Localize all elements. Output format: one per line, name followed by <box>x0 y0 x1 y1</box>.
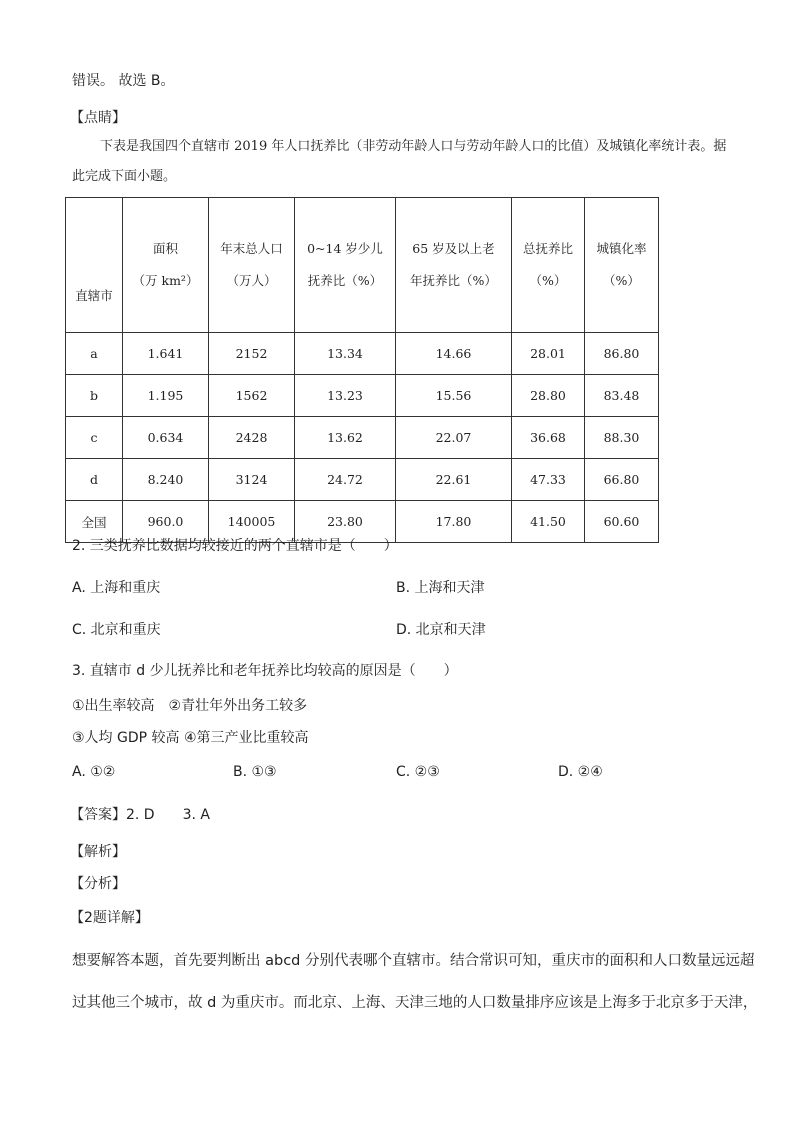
table-row <box>66 375 659 417</box>
q3-choices-line-1: ①出生率较高 ②青壮年外出务工较多 <box>72 698 308 714</box>
table-cell: 140005 <box>209 501 295 543</box>
table-cell: 86.80 <box>585 333 659 375</box>
intro-text: 下表是我国四个直辖市 2019 年人口抚养比（非劳动年龄人口与劳动年龄人口的比值）及城镇化率统计表。据此完成下面小题。 <box>72 139 727 184</box>
table-cell: c <box>66 417 123 459</box>
table-cell: 14.66 <box>396 333 512 375</box>
table-cell: 15.56 <box>396 375 512 417</box>
question-2-stem: 2. 三类抚养比数据均较接近的两个直辖市是（ ） <box>72 538 398 554</box>
table-cell: 3124 <box>209 459 295 501</box>
header-cell: 0~14 岁少儿 抚养比（%） <box>295 198 396 333</box>
table-cell: 88.30 <box>585 417 659 459</box>
table-cell: 1562 <box>209 375 295 417</box>
header-cell: 总抚养比 （%） <box>512 198 585 333</box>
answer-line <box>70 805 210 825</box>
header-cell-city: 直辖市 <box>66 198 123 333</box>
table-cell: 960.0 <box>123 501 209 543</box>
previous-answer-text: 错误。 故选 B。 <box>72 73 175 89</box>
table-cell: 28.01 <box>512 333 585 375</box>
intro-paragraph <box>72 132 732 192</box>
table-cell: b <box>66 375 123 417</box>
table-cell: 1.195 <box>123 375 209 417</box>
dianjing-label: 【点睛】 <box>70 110 126 126</box>
table-cell: 1.641 <box>123 333 209 375</box>
table-cell: 47.33 <box>512 459 585 501</box>
table-cell: 22.07 <box>396 417 512 459</box>
q2-option-b: B. 上海和天津 <box>396 580 485 596</box>
table-cell: 66.80 <box>585 459 659 501</box>
table-cell: 60.60 <box>585 501 659 543</box>
table-cell: 83.48 <box>585 375 659 417</box>
q2-option-c: C. 北京和重庆 <box>72 622 161 638</box>
q3-option-d: D. ②④ <box>558 764 603 780</box>
jiexi-label: 【解析】 <box>70 844 126 860</box>
table-cell: 2152 <box>209 333 295 375</box>
table-header-row <box>66 198 659 333</box>
table-cell: 24.72 <box>295 459 396 501</box>
table-cell: 23.80 <box>295 501 396 543</box>
table-cell: 17.80 <box>396 501 512 543</box>
table-cell: a <box>66 333 123 375</box>
q2-option-d: D. 北京和天津 <box>396 622 486 638</box>
table-cell: d <box>66 459 123 501</box>
q2-option-a: A. 上海和重庆 <box>72 580 161 596</box>
population-table <box>65 197 659 543</box>
q3-option-a: A. ①② <box>72 764 116 780</box>
q3-choices-line-2: ③人均 GDP 较高 ④第三产业比重较高 <box>72 730 309 746</box>
table-row <box>66 333 659 375</box>
header-cell: 年末总人口 （万人） <box>209 198 295 333</box>
table-cell: 0.634 <box>123 417 209 459</box>
table-cell: 全国 <box>66 501 123 543</box>
table-cell: 36.68 <box>512 417 585 459</box>
table-cell: 28.80 <box>512 375 585 417</box>
table-row <box>66 417 659 459</box>
q3-option-c: C. ②③ <box>396 764 440 780</box>
header-cell: 面积 （万 km²） <box>123 198 209 333</box>
table-row <box>66 459 659 501</box>
table-cell: 41.50 <box>512 501 585 543</box>
answer-text: 2. D 3. A <box>126 807 210 823</box>
header-cell: 城镇化率 （%） <box>585 198 659 333</box>
detail-line-1: 想要解答本题，首先要判断出 abcd 分别代表哪个直辖市。结合常识可知，重庆市的面积和人口数量远远超 <box>72 953 755 969</box>
q3-option-b: B. ①③ <box>233 764 277 780</box>
table-cell: 13.34 <box>295 333 396 375</box>
answer-label: 【答案】 <box>70 807 126 823</box>
header-cell: 65 岁及以上老 年抚养比（%） <box>396 198 512 333</box>
detail-label: 【2题详解】 <box>70 910 149 926</box>
fenxi-label: 【分析】 <box>70 876 126 892</box>
detail-line-2: 过其他三个城市，故 d 为重庆市。而北京、上海、天津三地的人口数量排序应该是上海多于北京多于天津， <box>72 995 758 1011</box>
table-cell: 13.23 <box>295 375 396 417</box>
table-cell: 22.61 <box>396 459 512 501</box>
table-cell: 2428 <box>209 417 295 459</box>
table-cell: 13.62 <box>295 417 396 459</box>
table-cell: 8.240 <box>123 459 209 501</box>
question-3-stem: 3. 直辖市 d 少儿抚养比和老年抚养比均较高的原因是（ ） <box>72 663 458 679</box>
